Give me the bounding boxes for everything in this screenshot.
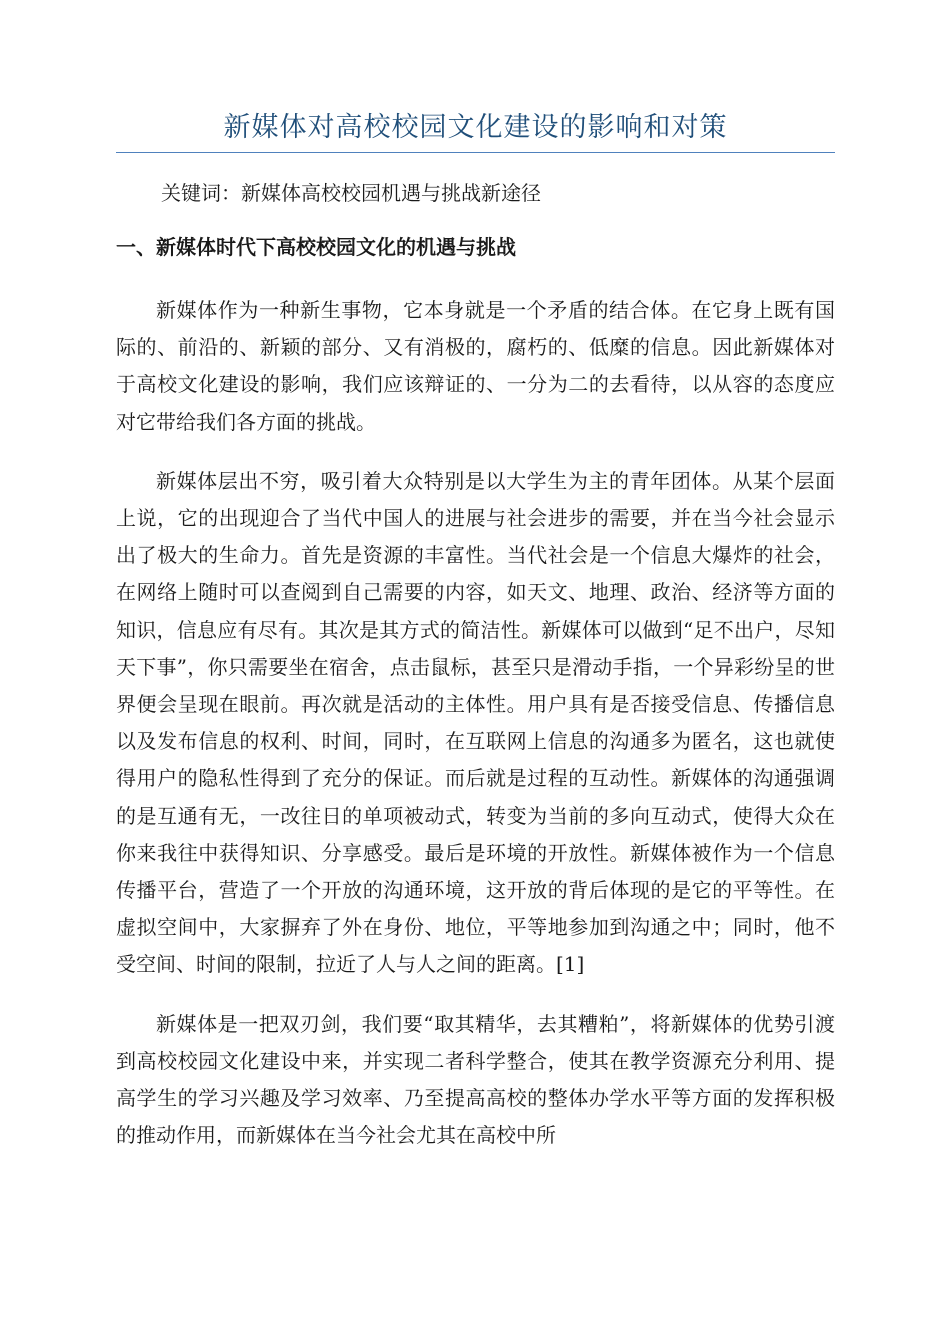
section-heading: 一、新媒体时代下高校校园文化的机遇与挑战: [116, 235, 516, 259]
body-paragraph: 新媒体是一把双刃剑，我们要“取其精华，去其糟粕”，将新媒体的优势引渡到高校校园文化建设中来，并实现二者科学整合，使其在教学资源充分利用、提高学生的学习兴趣及学习效率、乃至提高高校的整体办学水平等方面的发挥积极的推动作用，而新媒体在当今社会尤其在高校中所: [116, 1011, 835, 1148]
document-page: [116, 108, 835, 1154]
keywords-line: 关键词：新媒体高校校园机遇与挑战新途径: [161, 181, 541, 205]
body-paragraph: 新媒体作为一种新生事物，它本身就是一个矛盾的结合体。在它身上既有国际的、前沿的、新颖的部分、又有消极的，腐朽的、低糜的信息。因此新媒体对于高校文化建设的影响，我们应该辩证的、一分为二的去看待，以从容的态度应对它带给我们各方面的挑战。: [116, 298, 835, 434]
document-title: 新媒体对高校校园文化建设的影响和对策: [116, 108, 835, 153]
body-paragraph: 新媒体层出不穷，吸引着大众特别是以大学生为主的青年团体。从某个层面上说，它的出现迎合了当代中国人的进展与社会进步的需要，并在当今社会显示出了极大的生命力。首先是资源的丰富性。当代社会是一个信息大爆炸的社会，在网络上随时可以查阅到自己需要的内容，如天文、地理、政治、经济等方面的知识，信息应有尽有。其次是其方式的简洁性。新媒体可以做到“足不出户，尽知天下事”，你只需要坐在宿舍，点击鼠标，甚至只是滑动手指，一个异彩纷呈的世界便会呈现在眼前。再次就是活动的主体性。用户具有是否接受信息、传播信息以及发布信息的权利、时间，同时，在互联网上信息的沟通多为匿名，这也就使得用户的隐私性得到了充分的保证。而后就是过程的互动性。新媒体的沟通强调的是互通有无，一改往日的单项被动式，转变为当前的多向互动式，使得大众在你来我往中获得知识、分享感受。最后是环境的开放性。新媒体被作为一个信息传播平台，营造了一个开放的沟通环境，这开放的背后体现的是它的平等性。在虚拟空间中，大家摒弃了外在身份、地位，平等地参加到沟通之中；同时，他不受空间、时间的限制，拉近了人与人之间的距离。[1]: [116, 468, 835, 977]
